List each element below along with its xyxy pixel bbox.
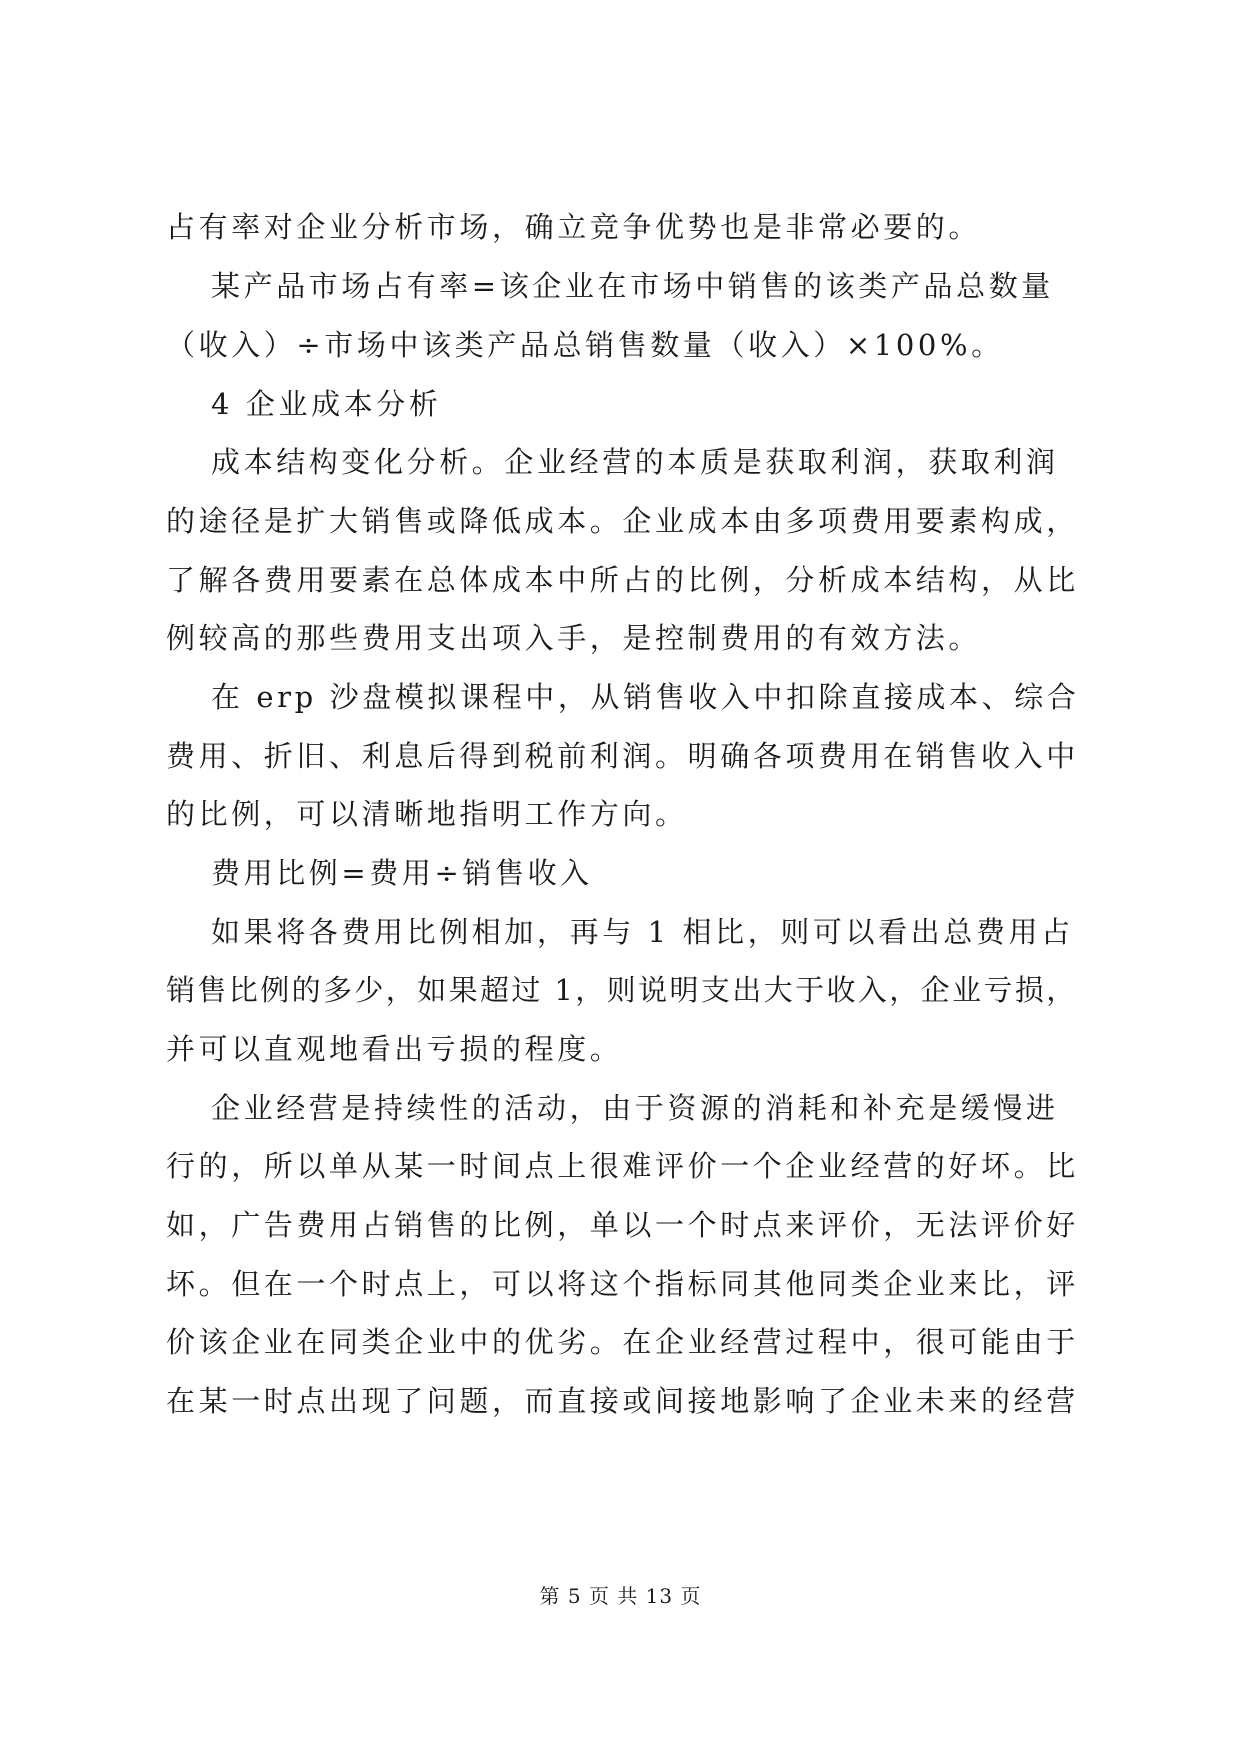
paragraph-line: 行的，所以单从某一时间点上很难评价一个企业经营的好坏。比 [166, 1149, 1079, 1183]
formula-line: 费用比例=费用÷销售收入 [211, 856, 593, 890]
paragraph-line: 坏。但在一个时点上，可以将这个指标同其他同类企业来比，评 [166, 1267, 1079, 1301]
paragraph-line: 的比例，可以清晰地指明工作方向。 [166, 797, 688, 831]
paragraph-line: 在 erp 沙盘模拟课程中，从销售收入中扣除直接成本、综合 [211, 680, 1080, 714]
paragraph-line: 了解各费用要素在总体成本中所占的比例，分析成本结构，从比 [166, 563, 1079, 597]
paragraph-line: 费用、折旧、利息后得到税前利润。明确各项费用在销售收入中 [166, 739, 1079, 773]
paragraph-line: 某产品市场占有率=该企业在市场中销售的该类产品总数量 [211, 269, 1054, 303]
paragraph-line: 如，广告费用占销售的比例，单以一个时点来评价，无法评价好 [166, 1208, 1079, 1242]
paragraph-line: 的途径是扩大销售或降低成本。企业成本由多项费用要素构成， [166, 504, 1079, 538]
paragraph-line: 占有率对企业分析市场，确立竞争优势也是非常必要的。 [166, 210, 982, 244]
section-heading: 4 企业成本分析 [211, 387, 442, 421]
page-footer: 第 5 页 共 13 页 [539, 1584, 702, 1608]
paragraph-line: 企业经营是持续性的活动，由于资源的消耗和补充是缓慢进 [211, 1091, 1059, 1125]
paragraph-line: 并可以直观地看出亏损的程度。 [166, 1032, 623, 1066]
paragraph-line: 例较高的那些费用支出项入手，是控制费用的有效方法。 [166, 621, 982, 655]
paragraph-line: 成本结构变化分析。企业经营的本质是获取利润，获取利润 [211, 445, 1059, 479]
paragraph-line: 销售比例的多少，如果超过 1，则说明支出大于收入，企业亏损， [166, 973, 1078, 1007]
paragraph-line: 如果将各费用比例相加，再与 1 相比，则可以看出总费用占 [211, 915, 1074, 949]
paragraph-line: 价该企业在同类企业中的优劣。在企业经营过程中，很可能由于 [166, 1325, 1079, 1359]
paragraph-line: 在某一时点出现了问题，而直接或间接地影响了企业未来的经营 [166, 1384, 1079, 1418]
paragraph-line: （收入）÷市场中该类产品总销售数量（收入）×100%。 [166, 328, 1004, 362]
